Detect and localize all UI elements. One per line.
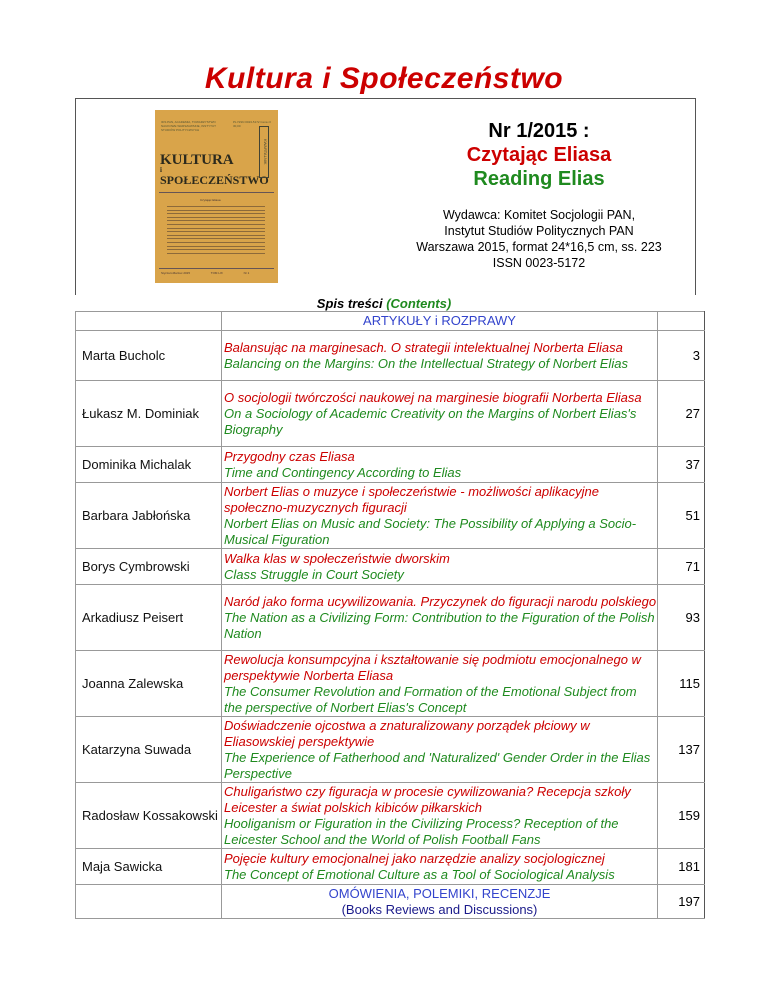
title-en: On a Sociology of Academic Creativity on the Margins of Norbert Elias's Biography [224,405,637,437]
article-title[interactable] [222,331,658,381]
title-pl: Doświadczenie ojcostwa a znaturalizowany porządek płciowy w Eliasowskiej perspektywie [224,717,590,749]
author: Łukasz M. Dominiak [76,381,222,447]
table-row [76,549,705,585]
article-title[interactable] [222,549,658,585]
publisher-line: Wydawca: Komitet Socjologii PAN, [442,208,636,222]
table-row [76,447,705,483]
article-title[interactable] [222,447,658,483]
title-en: The Concept of Emotional Culture as a Tool of Sociological Analysis [224,866,615,882]
page-number: 115 [658,651,705,717]
page-number: 37 [658,447,705,483]
cover-contents-lines [167,206,265,256]
cover-top-left: IFiS PAN, ACADEMIA, TOWARZYSTWO NAUKOWE WARSZAWSKIE, INSTYTUT STUDIÓW POLITYCZNYCH [161,120,216,132]
author: Marta Bucholc [76,331,222,381]
page-number: 159 [658,783,705,849]
section-row [76,312,705,331]
table-row [76,331,705,381]
cover-title-line2: i [160,166,162,174]
title-pl: Rewolucja konsumpcyjna i kształtowanie się podmiotu emocjonalnego w perspektywie Norberta Eliasa [224,651,641,683]
article-title[interactable] [222,585,658,651]
page-number: 3 [658,331,705,381]
title-en: Time and Contingency According to Elias [224,464,462,480]
title-en: Norbert Elias on Music and Society: The Possibility of Applying a Socio-Musical Figuration [224,515,637,547]
title-pl: O socjologii twórczości naukowej na marginesie biografii Norberta Eliasa [224,389,642,405]
author: Barbara Jabłońska [76,483,222,549]
page-number: 27 [658,381,705,447]
title-en: Class Struggle in Court Society [224,566,404,582]
article-title[interactable] [222,651,658,717]
author: Maja Sawicka [76,849,222,885]
title-pl: Chuligaństwo czy figuracja w procesie cywilizowania? Recepcja szkoły Leicester a świat polskich kibiców piłkarskich [224,783,631,815]
cover-rule [159,192,274,193]
section-articles: ARTYKUŁY i ROZPRAWY [222,312,658,331]
table-row [76,849,705,885]
cover-footer [161,271,273,275]
page-number: 137 [658,717,705,783]
title-en: Hooliganism or Figuration in the Civilizing Process? Reception of the Leicester School and the World of Polish Football Fans [224,815,619,847]
title-pl: Naród jako forma ucywilizowania. Przyczynek do figuracji narodu polskiego [224,593,657,609]
cover-foot-mid: TOM LIX [210,271,223,275]
cover-subtitle: Czytając Eliasa [200,198,221,202]
table-row [76,783,705,849]
cover-title-line1: KULTURA [160,152,234,168]
publisher-line: Warszawa 2015, format 24*16,5 cm, ss. 223 [416,240,662,254]
table-row [76,585,705,651]
cover-side-label: KWARTALNIK [259,126,269,178]
cover-image [155,110,278,283]
table-of-contents [75,311,705,919]
author: Dominika Michalak [76,447,222,483]
author: Radosław Kossakowski [76,783,222,849]
section-reviews-pl: OMÓWIENIA, POLEMIKI, RECENZJE [328,885,551,901]
article-title[interactable] [222,849,658,885]
page-number: 93 [658,585,705,651]
issue-title-en: Reading Elias [473,168,605,190]
issue-header [75,98,696,295]
table-row [76,483,705,549]
title-en: The Nation as a Civilizing Form: Contribution to the Figuration of the Polish Nation [224,609,655,641]
page-number: 197 [658,885,705,919]
author: Borys Cymbrowski [76,549,222,585]
author: Joanna Zalewska [76,651,222,717]
title-en: The Consumer Revolution and Formation of the Emotional Subject from the perspective of Norbert Elias's Concept [224,683,637,715]
page-number: 71 [658,549,705,585]
article-title[interactable] [222,381,658,447]
title-en: Balancing on the Margins: On the Intellectual Strategy of Norbert Elias [224,355,628,371]
section-row [76,885,705,919]
author: Arkadiusz Peisert [76,585,222,651]
article-title[interactable] [222,483,658,549]
table-row [76,381,705,447]
cover-title-line3: SPOŁECZEŃSTWO [160,173,269,187]
cover-top-right: PL ISSN 0023-5172 Cena zł 30,00 [233,120,271,128]
title-pl: Balansując na marginesach. O strategii intelektualnej Norberta Eliasa [224,339,623,355]
issue-title-pl: Czytając Eliasa [466,144,612,166]
author: Katarzyna Suwada [76,717,222,783]
page-number: 181 [658,849,705,885]
table-row [76,651,705,717]
cover-foot-left: Styczeń-Marzec 2015 [161,271,191,275]
section-reviews-en: (Books Reviews and Discussions) [341,901,538,917]
publisher-info [384,207,694,271]
page-number: 51 [658,483,705,549]
journal-title: Kultura i Społeczeństwo [204,62,564,95]
section-reviews[interactable] [222,885,658,919]
contents-heading-en: (Contents) [386,296,452,311]
title-en: The Experience of Fatherhood and 'Naturalized' Gender Order in the Elias Perspective [224,749,651,781]
issue-number: Nr 1/2015 : [488,120,590,142]
title-pl: Norbert Elias o muzyce i społeczeństwie - możliwości aplikacyjne społeczno-muzycznych figuracji [224,483,599,515]
table-row [76,717,705,783]
publisher-line: Instytut Studiów Politycznych PAN [444,224,634,238]
contents-heading-pl: Spis treści [316,296,383,311]
issue-info [384,119,694,191]
contents-heading [0,296,768,311]
cover-rule-bottom [159,268,274,269]
title-pl: Walka klas w społeczeństwie dworskim [224,550,450,566]
cover-foot-right: Nr 1 [243,271,250,275]
title-pl: Przygodny czas Eliasa [224,448,355,464]
article-title[interactable] [222,717,658,783]
title-pl: Pojęcie kultury emocjonalnej jako narzędzie analizy socjologicznej [224,850,605,866]
publisher-issn: ISSN 0023-5172 [492,256,586,270]
article-title[interactable] [222,783,658,849]
